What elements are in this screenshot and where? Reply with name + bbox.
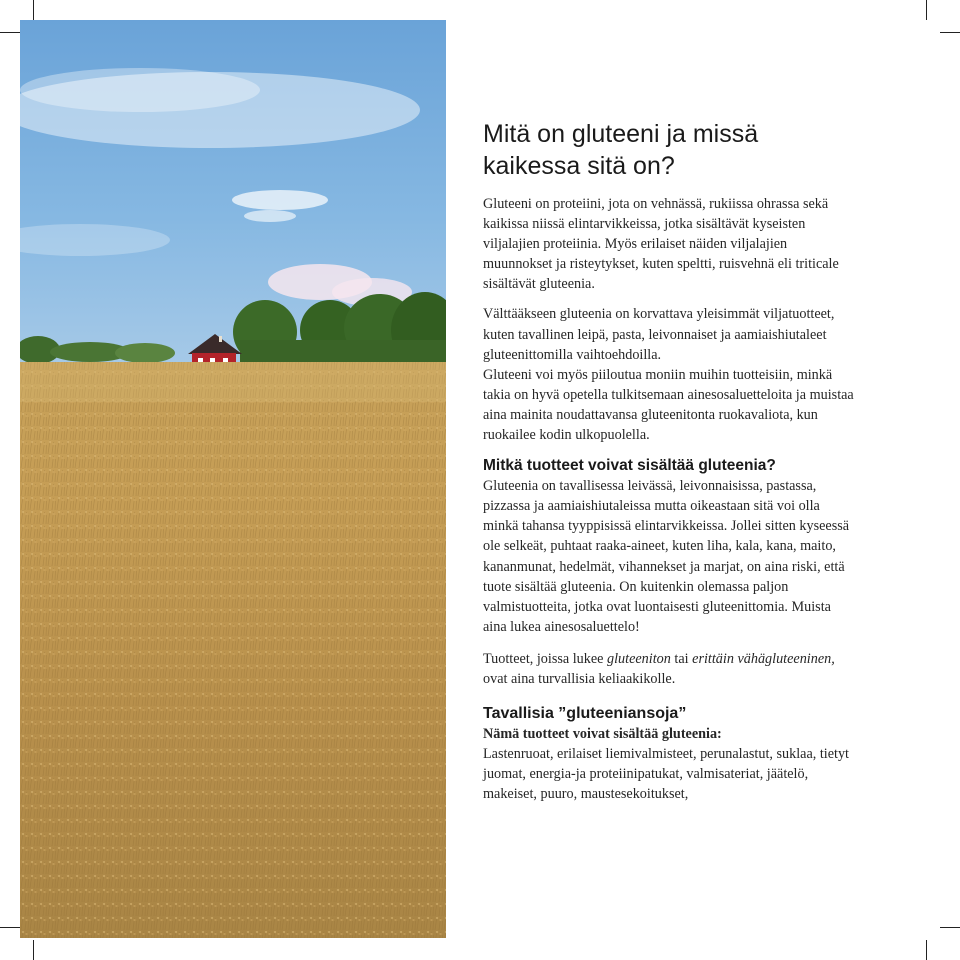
title-line-1: Mitä on gluteeni ja missä [483,120,759,148]
crop-mark-bottom-left-h [0,927,20,928]
paragraph-products: Gluteenia on tavallisessa leivässä, leivonnaisissa, pastassa, pizzassa ja aamiaishiutaleissa mutta oikeastaan sitä voi olla minkä tahansa tyyppisissä elintarvikkeissa. Jollei sitten kyseessä ole selkeät, puhtaat raaka-aineet, kuten liha, kala, kana, maito, kananmunat, hedelmät, vihannekset ja marjat, on aina riski, että tuote sisältää gluteenia. On kuitenkin olemassa paljon valmistuotteita, jotka ovat luontaisesti gluteenittomia. Muista aina lukea ainesosaluettelo! [483,478,850,635]
paragraph-safe-labels [483,649,855,689]
safe-labels-mid: tai [670,650,693,667]
crop-mark-top-left-v [33,0,34,20]
crop-mark-bottom-right-h [940,927,960,928]
safe-labels-start: Tuotteet, joissa lukee [483,650,608,667]
label-very-low-gluten: erittäin vähägluteeninen, [692,650,835,667]
bold-intro-line: Nämä tuotteet voivat sisältää gluteenia: [483,726,722,743]
crop-mark-bottom-left-v [33,940,34,960]
crop-mark-top-right-h [940,32,960,33]
article-column [483,118,855,804]
page-title [483,118,855,182]
paragraph-gluten-definition: Gluteeni on proteiini, jota on vehnässä, rukiissa ohrassa sekä kaikissa niissä elintarvikkeissa, jotka sisältävät kyseisten viljalajien proteiinia. Myös erilaiset näiden viljalajien muunnokset ja risteytykset, kuten speltti, ruisvehnä eli triticale sisältävät gluteenia. [483,196,839,293]
crop-mark-top-left-h [0,32,20,33]
title-line-2: kaikessa sitä on? [483,152,675,180]
subheading-products: Mitkä tuotteet voivat sisältää gluteenia? [483,457,776,475]
label-gluten-free: gluteeniton [607,650,671,667]
wheat-field-photo [20,20,446,938]
subheading-gluten-traps: Tavallisia ”gluteeniansoja” [483,705,687,723]
paragraph-hidden-gluten: Gluteeni voi myös piiloutua moniin muihin tuotteisiin, minkä takia on hyvä opetella tulkitsemaan ainesosaluetteloita ja muistaa aina mainita noudattavansa gluteenitonta ruokavaliota, kun ruokailee kodin ulkopuolella. [483,366,854,444]
paragraph-avoid-gluten: Välttääkseen gluteenia on korvattava yleisimmät viljatuotteet, kuten tavallinen leipä, pasta, leivonnaiset ja aamiaishiutaleet gluteenittomilla vaihtoehdoilla. [483,306,835,363]
safe-labels-end: ovat aina turvallisia keliaakikolle. [483,670,676,687]
crop-mark-bottom-right-v [926,940,927,960]
paragraph-trap-list: Lastenruoat, erilaiset liemivalmisteet, perunalastut, suklaa, tietyt juomat, energia-ja proteiinipatukat, valmisateriat, jäätelö, makeiset, puuro, maustesekoitukset, [483,746,850,803]
crop-mark-top-right-v [926,0,927,20]
